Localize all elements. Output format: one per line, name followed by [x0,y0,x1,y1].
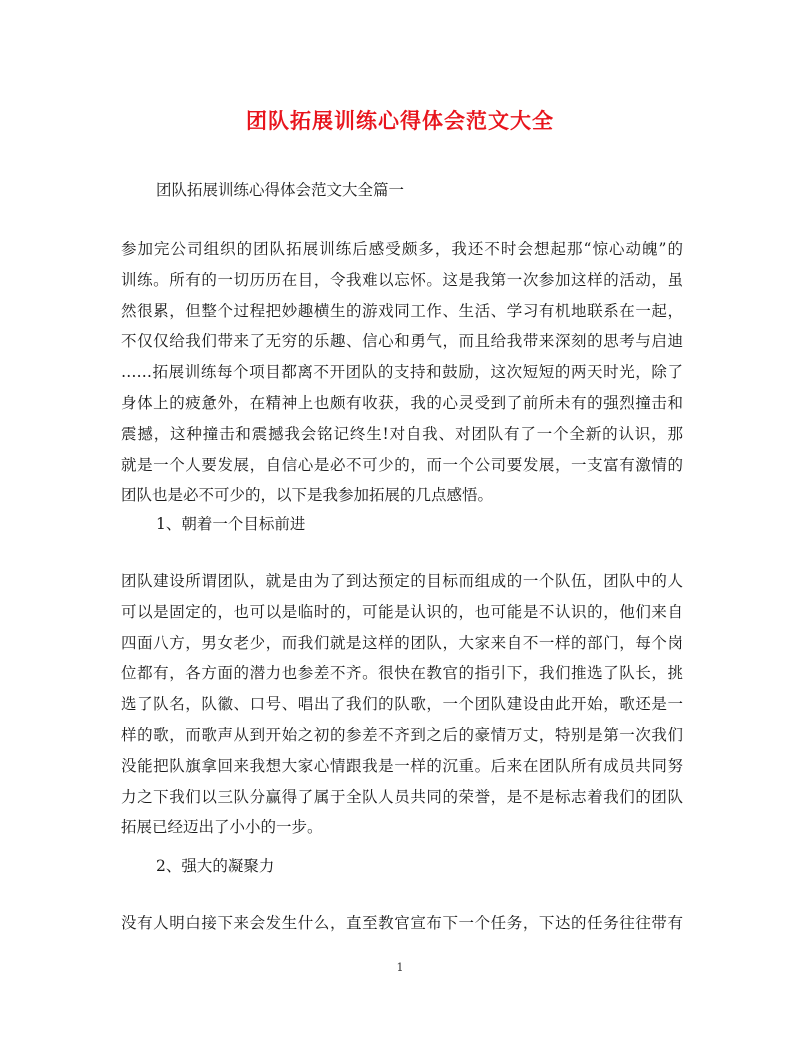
paragraph-line: 可以是固定的，也可以是临时的，可能是认识的，也可能是不认识的，他们来自 [121,602,683,621]
document-subtitle: 团队拓展训练心得体会范文大全篇一 [156,181,405,199]
paragraph-cohesion [121,908,683,939]
paragraph-line: 团队建设所谓团队，就是由为了到达预定的目标而组成的一个队伍，团队中的人 [121,572,683,590]
section-heading-1: 1、朝着一个目标前进 [156,515,306,533]
paragraph-line: 位都有，各方面的潜力也参差不齐。很快在教官的指引下，我们推选了队长，挑 [121,664,683,683]
paragraph-line: ……拓展训练每个项目都离不开团队的支持和鼓励，这次短短的两天时光，除了 [121,363,683,382]
paragraph-line: 震撼，这种撞击和震撼我会铭记终生!对自我、对团队有了一个全新的认识，那 [121,424,683,443]
paragraph-goal [121,566,683,843]
document-title: 团队拓展训练心得体会范文大全 [246,108,554,133]
paragraph-line: 没能把队旗拿回来我想大家心情跟我是一样的沉重。后来在团队所有成员共同努 [121,756,683,775]
paragraph-line: 然很累，但整个过程把妙趣横生的游戏同工作、生活、学习有机地联系在一起， [121,301,683,320]
paragraph-line: 不仅仅给我们带来了无穷的乐趣、信心和勇气，而且给我带来深刻的思考与启迪 [121,332,683,351]
paragraph-line: 参加完公司组织的团队拓展训练后感受颇多，我还不时会想起那“惊心动魄”的 [121,240,683,258]
paragraph-intro [121,234,683,511]
paragraph-line: 样的歌，而歌声从到开始之初的参差不齐到之后的豪情万丈，特别是第一次我们 [121,725,683,744]
paragraph-line: 四面八方，男女老少，而我们就是这样的团队，大家来自不一样的部门，每个岗 [121,633,683,652]
paragraph-line: 力之下我们以三队分赢得了属于全队人员共同的荣誉，是不是标志着我们的团队 [121,787,683,806]
paragraph-line: 就是一个人要发展，自信心是必不可少的，而一个公司要发展，一支富有激情的 [121,455,683,474]
section-heading-2: 2、强大的凝聚力 [156,857,275,875]
page-number: 1 [396,961,404,974]
paragraph-line: 没有人明白接下来会发生什么，直至教官宣布下一个任务，下达的任务往往带有 [121,914,683,932]
paragraph-line: 拓展已经迈出了小小的一步。 [121,818,323,837]
paragraph-line: 身体上的疲惫外，在精神上也颇有收获，我的心灵受到了前所未有的强烈撞击和 [121,393,683,412]
paragraph-line: 团队也是必不可少的，以下是我参加拓展的几点感悟。 [121,486,494,505]
paragraph-line: 选了队名，队徽、口号、唱出了我们的队歌，一个团队建设由此开始，歌还是一 [121,695,683,714]
paragraph-line: 训练。所有的一切历历在目，令我难以忘怀。这是我第一次参加这样的活动，虽 [121,270,683,289]
